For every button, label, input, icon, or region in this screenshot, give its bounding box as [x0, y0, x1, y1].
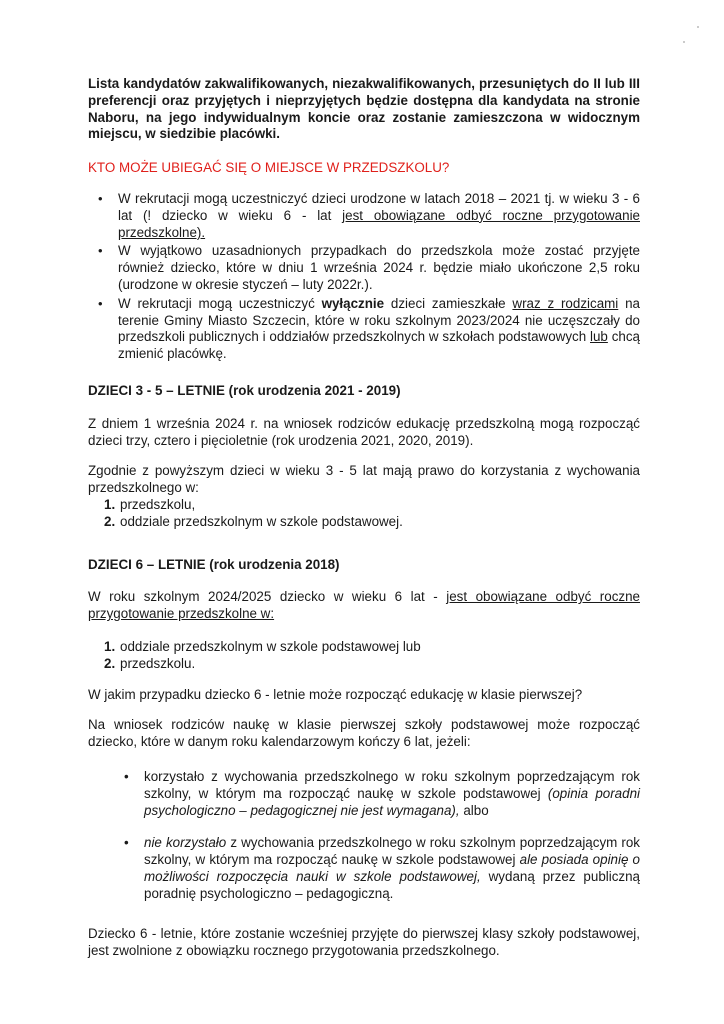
- section2-underlined: jest obowiązane odbyć roczne przygotowanie przedszkolne w:: [88, 589, 640, 622]
- condition-item: [144, 835, 640, 902]
- item-number: 2.: [104, 513, 116, 529]
- first-grade-conditions: [88, 769, 640, 903]
- eligibility-text: chcą zmienić placówkę.: [118, 329, 640, 362]
- document-body: [88, 76, 640, 960]
- condition-italic: (opinia poradni psychologiczno – pedagogicznej nie jest wymagana),: [144, 785, 641, 818]
- eligibility-list: [88, 191, 640, 363]
- item-number: 1.: [104, 496, 116, 512]
- eligibility-underlined: wraz z rodzicami: [512, 295, 619, 311]
- numbered-item: [104, 513, 640, 531]
- eligibility-item: [118, 296, 640, 363]
- condition-text: albo: [459, 802, 489, 818]
- condition-italic: nie korzystało: [144, 835, 227, 851]
- eligibility-underlined: jest obowiązane odbyć roczne przygotowanie przedszkolne).: [118, 207, 640, 240]
- item-number: 1.: [104, 638, 116, 654]
- eligibility-underlined: lub: [590, 329, 608, 345]
- numbered-item: [104, 655, 640, 673]
- eligibility-text: W wyjątkowo uzasadnionych przypadkach do przedszkola może zostać przyjęte również dziecko, które w dniu 1 września 2024 r. będzie miało ukończone 2,5 roku (urodzone w okresie styczeń – luty 2022r.).: [118, 243, 640, 292]
- section1-paragraph: Z dniem 1 września 2024 r. na wniosek rodziców edukację przedszkolną mogą rozpocząć dzieci trzy, cztero i pięcioletnie (rok urodzenia 2021, 2020, 2019).: [88, 415, 640, 448]
- eligibility-text: dzieci zamieszkałe: [384, 295, 513, 311]
- who-can-apply-heading: KTO MOŻE UBIEGAĆ SIĘ O MIEJSCE W PRZEDSZKOLU?: [88, 160, 450, 176]
- condition-text: korzystało z wychowania przedszkolnego w roku szkolnym poprzedzającym rok szkolny, w którym ma rozpocząć naukę w szkole podstawowej: [144, 768, 640, 801]
- section2-list: [88, 639, 640, 673]
- item-text: oddziale przedszkolnym w szkole podstawowej lub: [120, 638, 421, 654]
- eligibility-item: [118, 243, 640, 293]
- numbered-item: [104, 496, 640, 514]
- section1-paragraph: Zgodnie z powyższym dzieci w wieku 3 - 5 lat mają prawo do korzystania z wychowania przedszkolnego w:: [88, 463, 640, 496]
- section2-question: W jakim przypadku dziecko 6 - letnie może rozpocząć edukację w klasie pierwszej?: [88, 686, 583, 702]
- intro-paragraph: Lista kandydatów zakwalifikowanych, niezakwalifikowanych, przesuniętych do II lub III preferencji oraz przyjętych i nieprzyjętych będzie dostępna dla kandydata na stronie Naboru, na jego indywidualnym koncie oraz zostanie zamieszczona w widocznym miejscu, w siedzibie placówki.: [88, 76, 640, 142]
- section-heading-6: DZIECI 6 – LETNIE (rok urodzenia 2018): [88, 556, 340, 572]
- condition-italic: ale posiada opinię o możliwości rozpoczęcia nauki w szkole podstawowej,: [144, 852, 641, 884]
- section2-paragraph: Na wniosek rodziców naukę w klasie pierwszej szkoły podstawowej może rozpocząć dziecko, które w danym roku kalendarzowym kończy 6 lat, jeżeli:: [88, 717, 640, 750]
- condition-item: [144, 769, 640, 819]
- section2-text: W roku szkolnym 2024/2025 dziecko w wieku 6 lat -: [88, 589, 447, 605]
- eligibility-item: [118, 191, 640, 241]
- section1-list: [88, 497, 640, 531]
- item-text: przedszkolu.: [120, 655, 196, 671]
- final-paragraph: Dziecko 6 - letnie, które zostanie wcześniej przyjęte do pierwszej klasy szkoły podstawowej, jest zwolnione z obowiązku rocznego przygotowania przedszkolnego.: [88, 926, 640, 959]
- eligibility-text: W rekrutacji mogą uczestniczyć: [118, 295, 322, 311]
- eligibility-text: W rekrutacji mogą uczestniczyć dzieci urodzone w latach 2018 – 2021 tj. w wieku 3 - 6 lat (! dziecko w wieku 6 - lat: [118, 190, 640, 223]
- condition-text: wydaną przez publiczną poradnię psychologiczno – pedagogiczną.: [144, 868, 640, 901]
- eligibility-text: na terenie Gminy Miasto Szczecin, które w roku szkolnym 2023/2024 nie uczęszczały do przedszkoli publicznych i oddziałów przedszkolnych w szkołach podstawowych: [118, 295, 640, 345]
- item-text: przedszkolu,: [120, 496, 196, 512]
- scan-speck: [697, 26, 699, 28]
- eligibility-bold: wyłącznie: [321, 295, 385, 311]
- numbered-item: [104, 638, 640, 656]
- scan-speck: [683, 41, 685, 43]
- condition-text: z wychowania przedszkolnego w roku szkolnym poprzedzającym rok szkolny, w którym ma rozpocząć naukę w szkole podstawowej: [144, 835, 640, 868]
- section-heading-3-5: DZIECI 3 - 5 – LETNIE (rok urodzenia 2021 - 2019): [88, 382, 401, 398]
- item-text: oddziale przedszkolnym w szkole podstawowej.: [120, 513, 403, 529]
- item-number: 2.: [104, 655, 116, 671]
- section2-paragraph: [88, 589, 640, 623]
